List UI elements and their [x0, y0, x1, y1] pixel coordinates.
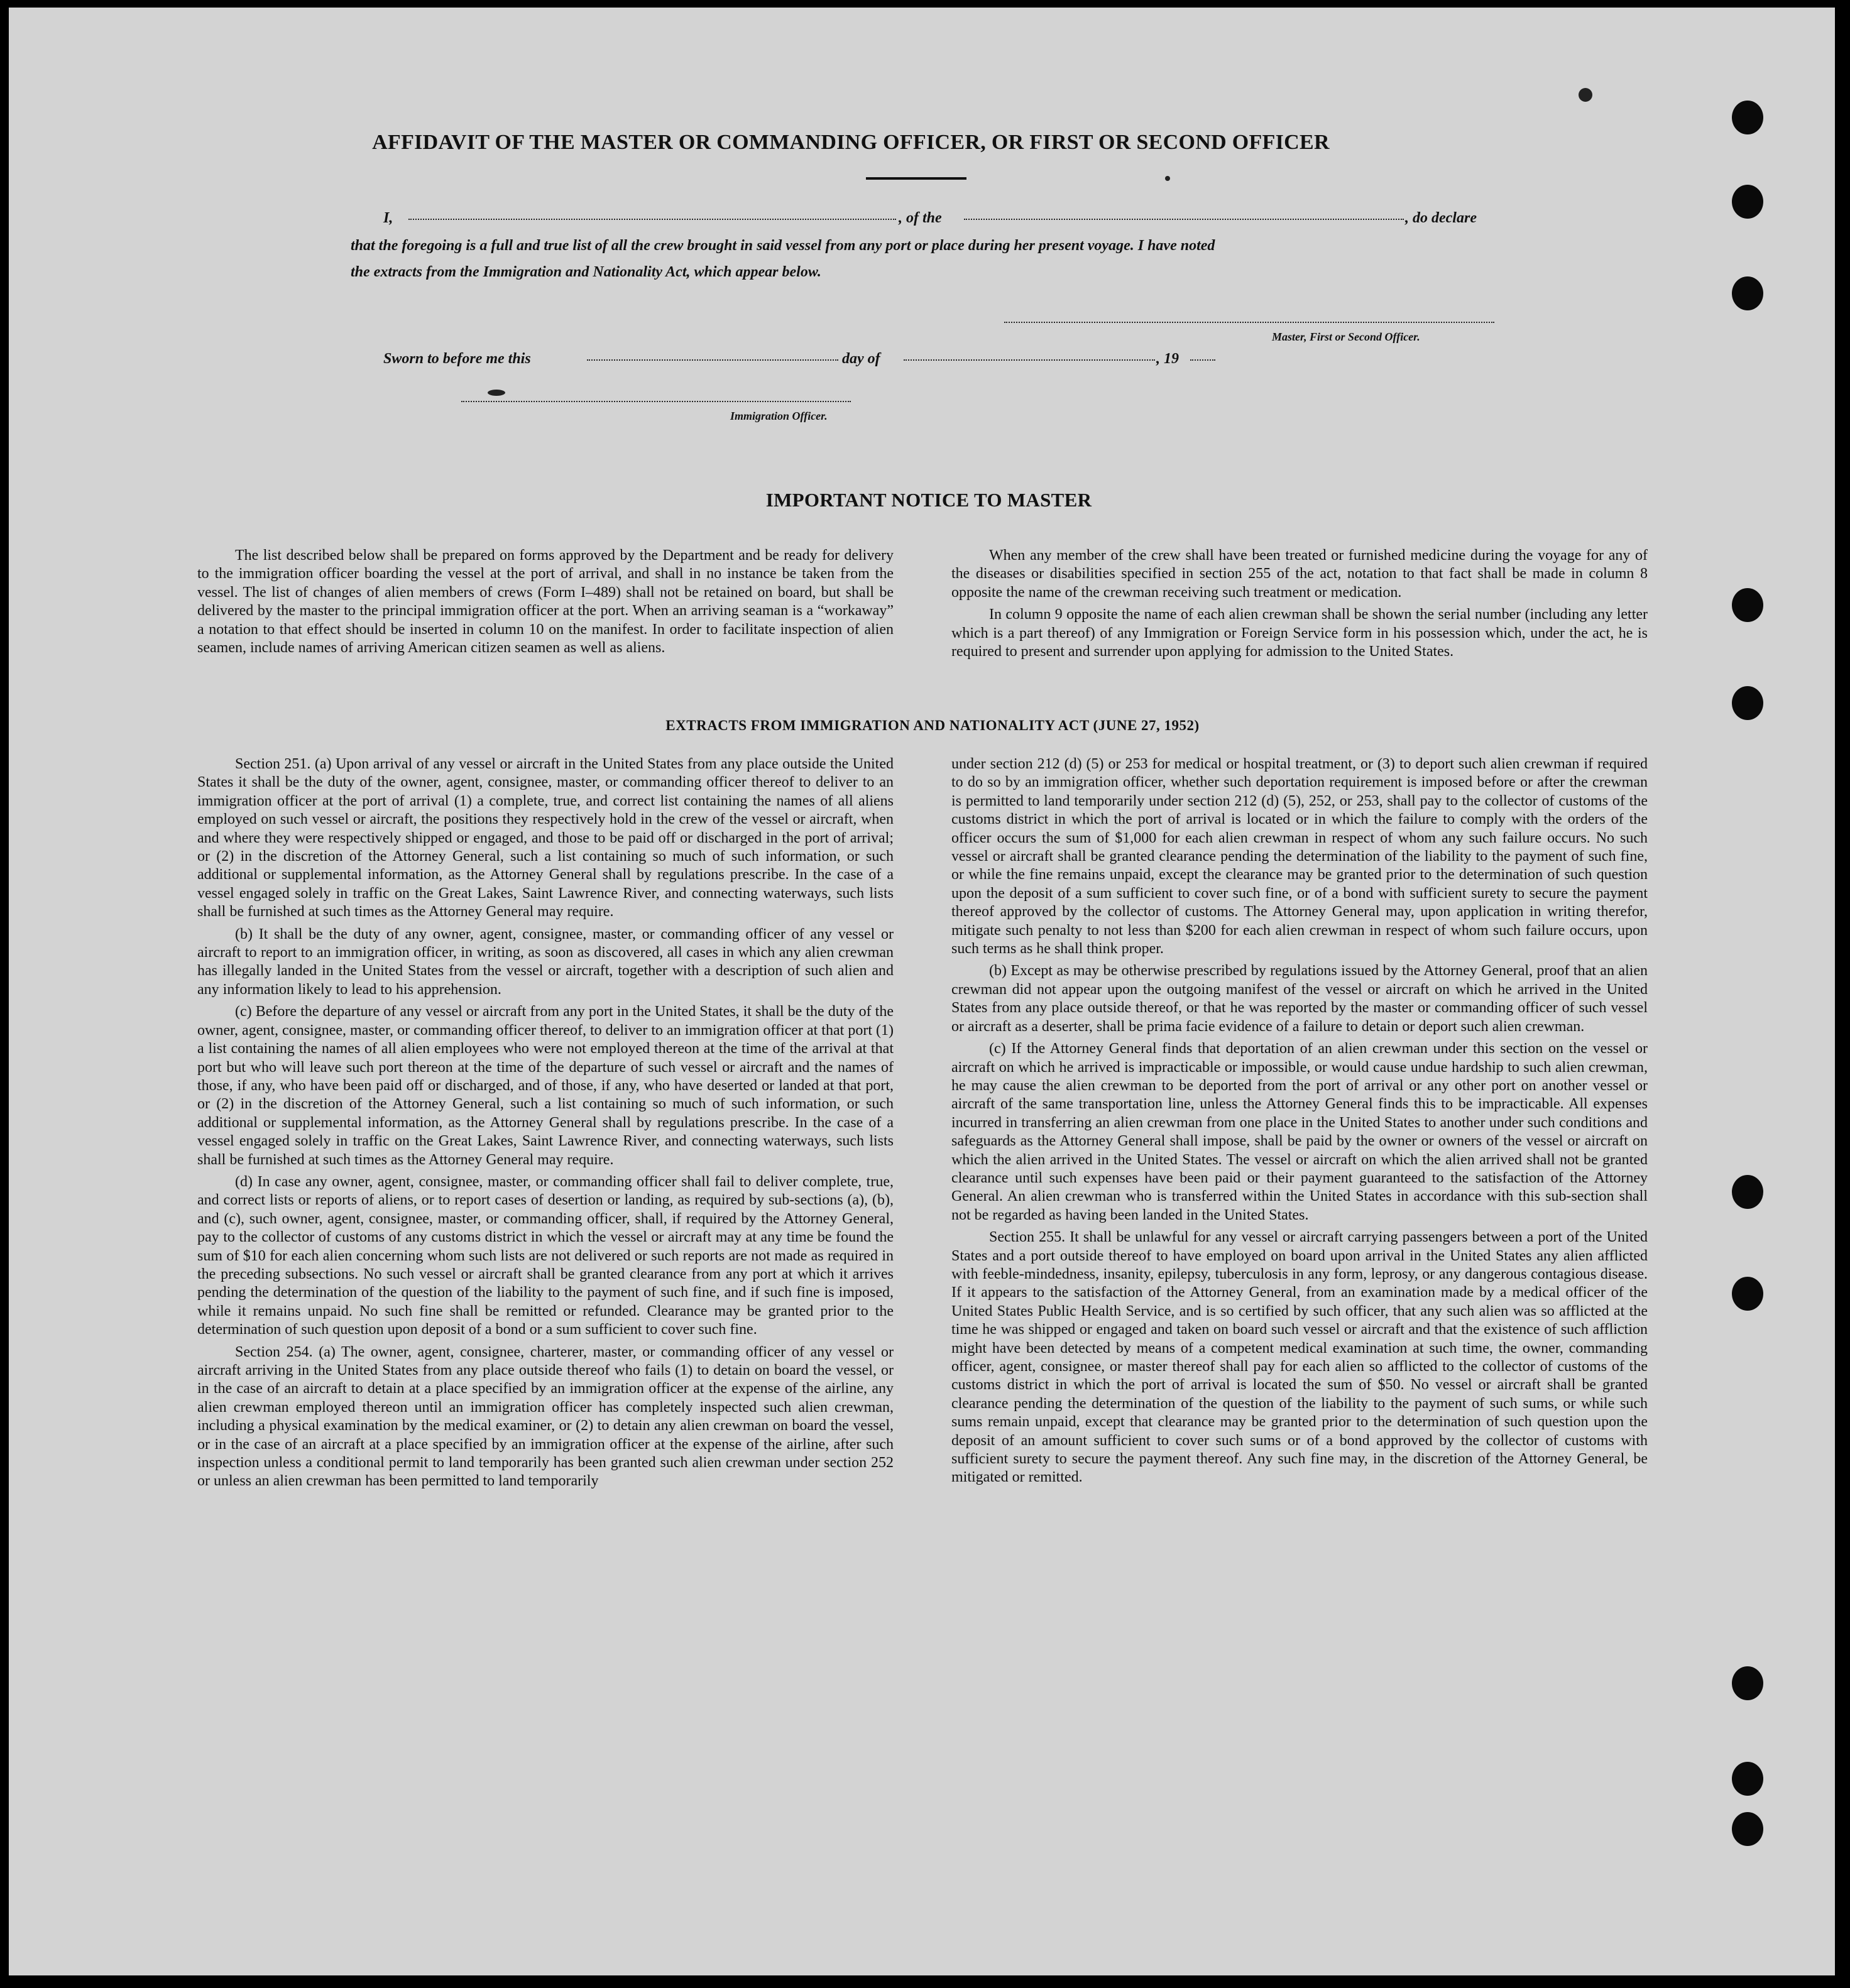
punch-hole [1732, 185, 1763, 219]
section-254a: Section 254. (a) The owner, agent, consignee, charterer, master, or commanding officer of any vessel or aircraft arriving in the United States from any place outside thereof who fails (1) to detain on board the vessel, or in the case of an aircraft to detain at a place specified by an immigration officer at the expense of the airline, any alien crewman employed thereon until an immigration officer has completely inspected such alien crewman, including a physical examination by the medical examiner, or (2) to detain any alien crewman on board the vessel, or in the case of an aircraft at a place specified by an immigration officer at the expense of the airline, after such inspection unless a conditional permit to land temporarily has been granted such alien crewman under section 252 or unless an alien crewman has been permitted to land temporarily [197, 1343, 894, 1490]
section-254c: (c) If the Attorney General finds that deportation of an alien crewman under this section on the vessel or aircraft on which he arrived is impracticable or impossible, or would cause undue hardship to such alien crewman, he may cause the alien crewman to be deported from the port of arrival or any other port on another vessel or aircraft of the same transportation line, unless the Attorney General finds this to be impracticable. All expenses incurred in transferring an alien crewman from one place in the United States to another under such conditions and safeguards as the Attorney General shall impose, shall be paid by the owner or owners of the vessel or aircraft on which the alien arrived in the United States. The vessel or aircraft on which the alien arrived shall not be granted clearance until such expenses have been paid or their payment guaranteed to the satisfaction of the Attorney General. An alien crewman who is transferred within the United States in accordance with this sub-section shall not be regarded as having been landed in the United States. [951, 1040, 1648, 1223]
section-251b: (b) It shall be the duty of any owner, agent, consignee, master, or commanding officer of any vessel or aircraft to report to an immigration officer, in writing, as soon as discovered, all cases in which any alien crewman has illegally landed in the United States from the vessel or aircraft, together with a description of such alien and any information likely to lead to his apprehension. [197, 926, 894, 998]
section-251d: (d) In case any owner, agent, consignee, master, or commanding officer shall fail to deliver complete, true, and correct lists or reports of aliens, or to report cases of desertion or landing, as required by sub-sections (a), (b), and (c), such owner, agent, consignee, master, or commanding officer, shall, if required by the Attorney General, pay to the collector of customs of any customs district in which the vessel or aircraft may at any time be found the sum of $10 for each alien concerning whom such lists are not delivered or such reports are not made as required in the preceding subsections. No such vessel or aircraft shall be granted clearance from any port at which it arrives pending the determination of the question of the liability to the payment of such fine, and if such fine is imposed, while it remains unpaid. No such fine shall be remitted or refunded. Clearance may be granted prior to the determination of such question upon deposit of a bond or a sum sufficient to cover such fine. [197, 1173, 894, 1338]
title-divider [866, 177, 966, 180]
punch-hole [1732, 1812, 1763, 1846]
affidavit-of-the-label: , of the [899, 210, 942, 226]
affidavit-statement-line-1: that the foregoing is a full and true list of all the crew brought in said vessel from any port or place during her present voyage. I have noted [351, 238, 1215, 254]
punch-hole [1732, 1277, 1763, 1311]
punch-hole [1732, 101, 1763, 134]
affidavit-i-label: I, [383, 210, 393, 226]
affidavit-title: AFFIDAVIT OF THE MASTER OR COMMANDING OFFICER, OR FIRST OR SECOND OFFICER [372, 131, 1330, 154]
sworn-date-blank[interactable] [587, 359, 838, 361]
master-signature-blank[interactable] [1004, 322, 1494, 323]
sworn-month-blank[interactable] [904, 359, 1155, 361]
ink-speck [488, 390, 505, 396]
extracts-right-column [951, 755, 1648, 1487]
section-251a: Section 251. (a) Upon arrival of any vessel or aircraft in the United States from any place outside the United States it shall be the duty of the owner, agent, consignee, master, or commanding officer thereof to deliver to an immigration officer at the port of arrival (1) a complete, true, and correct list containing the names of all aliens employed on such vessel or aircraft, the positions they respectively hold in the crew of the vessel or aircraft, when and where they were respectively shipped or engaged, and those to be paid off or discharged in the port of arrival; or (2) in the discretion of the Attorney General, such a list containing so much of such information, or such additional or supplemental information, as the Attorney General shall by regulations prescribe. In the case of a vessel engaged solely in traffic on the Great Lakes, Saint Lawrence River, and connecting waterways, such lists shall be furnished at such times as the Attorney General may require. [197, 756, 894, 920]
punch-hole [1732, 1762, 1763, 1796]
year-blank[interactable] [1190, 359, 1215, 361]
punch-hole [1732, 1666, 1763, 1700]
notice-left-column [197, 547, 894, 657]
punch-hole [1732, 276, 1763, 310]
section-254b: (b) Except as may be otherwise prescribed by regulations issued by the Attorney General, proof that an alien crewman did not appear upon the outgoing manifest of the vessel or aircraft on which he arrived in the United States from any place outside thereof, or that he was reported by the master or commanding officer of such vessel or aircraft as a deserter, shall be prima facie evidence of a failure to detain or deport such alien crewman. [951, 963, 1648, 1035]
section-255: Section 255. It shall be unlawful for any vessel or aircraft carrying passengers between a port of the United States and a port outside thereof to have employed on board upon arrival in the United States any alien afflicted with feeble-mindedness, insanity, epilepsy, tuberculosis in any form, leprosy, or any dangerous contagious disease. If it appears to the satisfaction of the Attorney General, from an examination made by a medical officer of the United States Public Health Service, and is so certified by such officer, that any such alien was so afflicted at the time he was shipped or engaged and taken on board such vessel or aircraft and that the existence of such affliction might have been detected by means of a competent medical examination at such time, the owner, commanding officer, agent, consignee, or master thereof shall pay for each alien so afflicted to the collector of customs of the customs district in which the port of arrival is located the sum of $50. No vessel or aircraft shall be granted clearance pending the determination of the question of the liability to the payment of such sums, or while such sums remain unpaid, except that clearance may be granted prior to the determination of such question upon the deposit of an amount sufficient to cover such sums or of a bond approved by the collector of customs with sufficient surety to secure the payment thereof. Any such fine may, in the discretion of the Attorney General, be mitigated or remitted. [951, 1229, 1648, 1486]
sworn-label: Sworn to before me this [383, 351, 531, 367]
master-signature-label: Master, First or Second Officer. [1272, 330, 1420, 343]
year-label: , 19 [1156, 351, 1179, 367]
punch-hole [1732, 686, 1763, 720]
notice-right-paragraph-2: In column 9 opposite the name of each alien crewman shall be shown the serial number (including any letter which is a part thereof) of any Immigration or Foreign Service form in his possession which, under the act, he is required to present and surrender upon applying for admission to the United States. [951, 606, 1648, 660]
affidavit-do-declare-label: , do declare [1405, 210, 1477, 226]
section-251c: (c) Before the departure of any vessel or aircraft from any port in the United States, it shall be the duty of the owner, agent, consignee, master, or commanding officer thereof, to deliver to an immigration officer at that port (1) a list containing the names of all alien employees who were not employed thereon at the time of the arrival at that port but who will leave such port thereon at the time of the departure of such vessel or aircraft and the names of those, if any, who have been paid off or discharged, and of those, if any, who have deserted or landed at that port, or (2) in the discretion of the Attorney General, such a list containing so much of such information, or such additional or supplemental information, as the Attorney General shall by regulations prescribe. In the case of a vessel engaged solely in traffic on the Great Lakes, Saint Lawrence River, and connecting waterways, such lists shall be furnished at such times as the Attorney General may require. [197, 1003, 894, 1168]
section-254a-continued: under section 212 (d) (5) or 253 for medical or hospital treatment, or (3) to deport such alien crewman if required to do so by an immigration officer, whether such deportation requirement is imposed before or after the crewman is permitted to land temporarily under section 212 (d) (5), 252, or 253, shall pay to the collector of customs of the customs district in which the port of arrival is located or in which the failure to comply with the orders of the officer occurs the sum of $1,000 for each alien crewman in respect of whom any such failure occurs. No such vessel or aircraft shall be granted clearance pending the determination of the liability to the payment of such fine, or while the fine remains unpaid, except the clearance may be granted prior to the determination of such question upon the deposit of a sum sufficient to cover such fine, or of a bond with sufficient surety to secure the payment thereof approved by the collector of customs. The Attorney General may, upon application in writing therefor, mitigate such penalty to not less than $200 for each alien crewman in respect of whom such failure occurs, upon such terms as he shall think proper. [951, 756, 1648, 958]
ink-speck [1579, 88, 1592, 102]
extracts-left-column [197, 755, 894, 1491]
vessel-blank[interactable] [964, 219, 1404, 220]
notice-left-paragraph: The list described below shall be prepared on forms approved by the Department and be ready for delivery to the immigration officer boarding the vessel at the port of arrival, and shall in no instance be taken from the vessel. The list of changes of alien members of crews (Form I–489) shall not be retained on board, but shall be delivered by the master to the principal immigration officer at the port. When an arriving seaman is a “workaway” a notation to that effect should be inserted in column 10 on the manifest. In order to facilitate inspection of alien seamen, include names of arriving American citizen seamen as well as aliens. [197, 547, 894, 657]
immigration-officer-label: Immigration Officer. [730, 410, 828, 422]
extracts-title: EXTRACTS FROM IMMIGRATION AND NATIONALITY ACT (JUNE 27, 1952) [665, 718, 1200, 733]
name-blank[interactable] [408, 219, 896, 220]
day-of-label: day of [842, 351, 880, 367]
document-page [9, 8, 1835, 1975]
notice-title: IMPORTANT NOTICE TO MASTER [765, 489, 1092, 511]
immigration-officer-signature-blank[interactable] [461, 401, 851, 402]
notice-right-column [951, 547, 1648, 661]
ink-speck [1165, 176, 1170, 181]
punch-hole [1732, 1175, 1763, 1209]
punch-hole [1732, 588, 1763, 622]
affidavit-statement-line-2: the extracts from the Immigration and Nationality Act, which appear below. [351, 264, 821, 280]
notice-right-paragraph-1: When any member of the crew shall have been treated or furnished medicine during the voyage for any of the diseases or disabilities specified in section 255 of the act, notation to that fact shall be made in column 8 opposite the name of the crewman receiving such treatment or medication. [951, 547, 1648, 601]
